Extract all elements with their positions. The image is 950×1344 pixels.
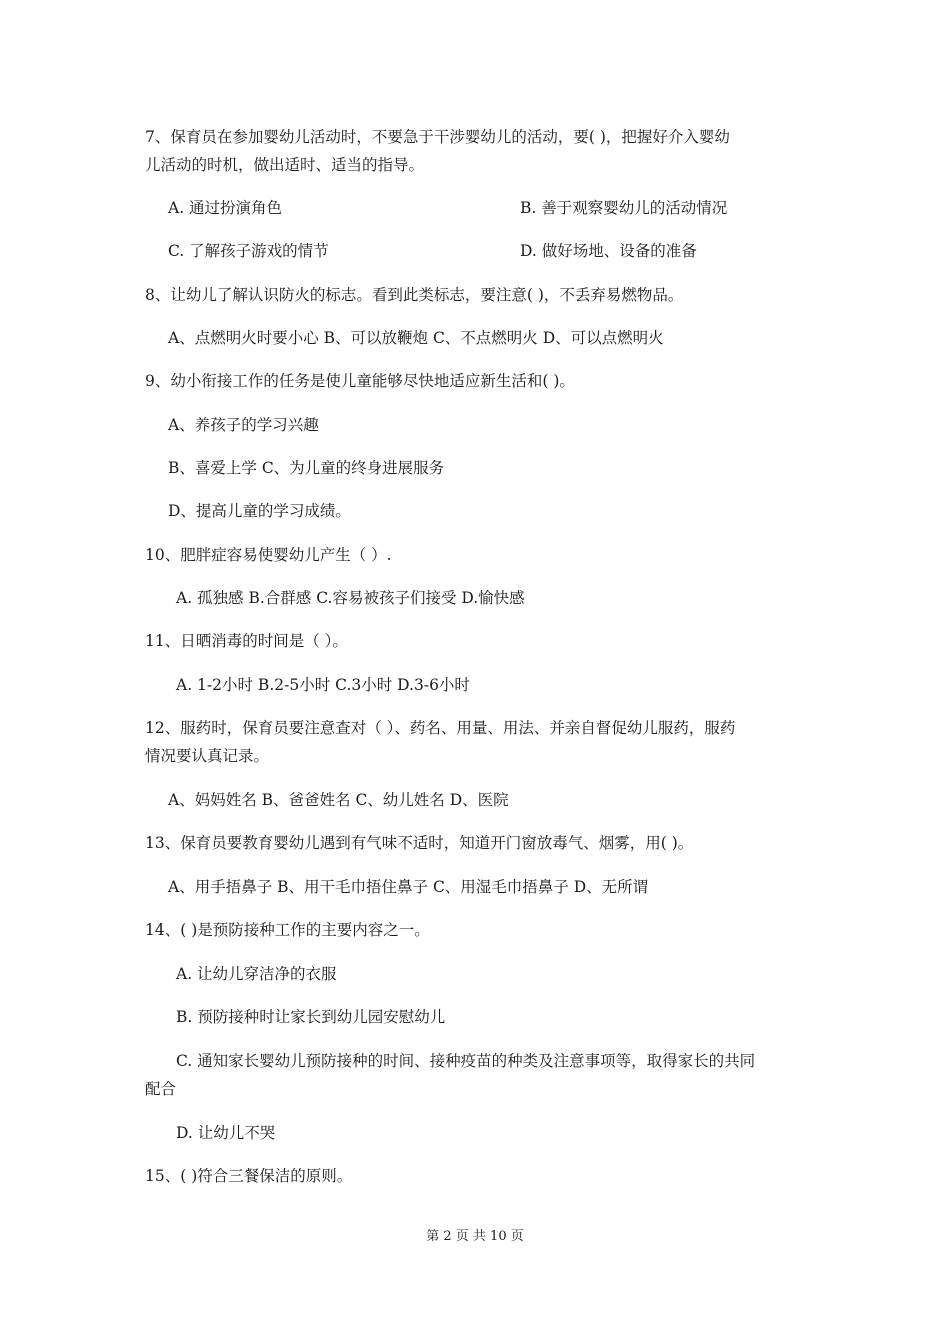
question-7-stem-line-2: 儿活动的时机，做出适时、适当的指导。 bbox=[145, 156, 425, 174]
question-7-option-d: D. 做好场地、设备的准备 bbox=[520, 242, 697, 260]
question-14-option-c-line-1: C. 通知家长婴幼儿预防接种的时间、接种疫苗的种类及注意事项等，取得家长的共同 bbox=[176, 1052, 756, 1070]
question-13-options: A、用手捂鼻子 B、用干毛巾捂住鼻子 C、用湿毛巾捂鼻子 D、无所谓 bbox=[168, 878, 649, 896]
question-14-stem: 14、( )是预防接种工作的主要内容之一。 bbox=[145, 921, 430, 939]
question-10-options: A. 孤独感 B.合群感 C.容易被孩子们接受 D.愉快感 bbox=[176, 589, 525, 607]
question-7-option-b: B. 善于观察婴幼儿的活动情况 bbox=[520, 199, 728, 217]
question-8-stem: 8、让幼儿了解认识防火的标志。看到此类标志，要注意( )，不丢弃易燃物品。 bbox=[145, 286, 684, 304]
question-9-stem: 9、幼小衔接工作的任务是使儿童能够尽快地适应新生活和( )。 bbox=[145, 372, 575, 390]
question-7-option-a: A. 通过扮演角色 bbox=[168, 199, 283, 217]
question-13-stem: 13、保育员要教育婴幼儿遇到有气味不适时，知道开门窗放毒气、烟雾，用( )。 bbox=[145, 834, 694, 852]
question-8-options: A、点燃明火时要小心 B、可以放鞭炮 C、不点燃明火 D、可以点燃明火 bbox=[168, 329, 664, 347]
question-11-stem: 11、日晒消毒的时间是（ ）。 bbox=[145, 632, 348, 650]
question-12-options: A、妈妈姓名 B、爸爸姓名 C、幼儿姓名 D、医院 bbox=[168, 791, 509, 809]
question-11-options: A. 1-2小时 B.2-5小时 C.3小时 D.3-6小时 bbox=[176, 676, 470, 694]
page-number-footer: 第 2 页 共 10 页 bbox=[426, 1229, 524, 1244]
question-14-option-b: B. 预防接种时让家长到幼儿园安慰幼儿 bbox=[176, 1008, 446, 1026]
question-7-stem-line-1: 7、保育员在参加婴幼儿活动时，不要急于干涉婴幼儿的活动，要( )，把握好介入婴幼 bbox=[145, 128, 730, 146]
question-10-stem: 10、肥胖症容易使婴幼儿产生（ ）. bbox=[145, 546, 392, 564]
question-9-option-d: D、提高儿童的学习成绩。 bbox=[168, 502, 351, 520]
question-9-option-bc: B、喜爱上学 C、为儿童的终身进展服务 bbox=[168, 459, 445, 477]
question-7-option-c: C. 了解孩子游戏的情节 bbox=[168, 242, 329, 260]
question-12-stem-line-1: 12、服药时，保育员要注意查对（ ）、药名、用量、用法、并亲自督促幼儿服药，服药 bbox=[145, 719, 736, 737]
question-9-option-a: A、养孩子的学习兴趣 bbox=[168, 416, 319, 434]
question-14-option-d: D. 让幼儿不哭 bbox=[176, 1124, 276, 1142]
question-14-option-c-line-2: 配合 bbox=[145, 1080, 177, 1098]
question-14-option-a: A. 让幼儿穿洁净的衣服 bbox=[176, 965, 337, 983]
question-12-stem-line-2: 情况要认真记录。 bbox=[145, 747, 270, 765]
question-15-stem: 15、( )符合三餐保洁的原则。 bbox=[145, 1167, 353, 1185]
